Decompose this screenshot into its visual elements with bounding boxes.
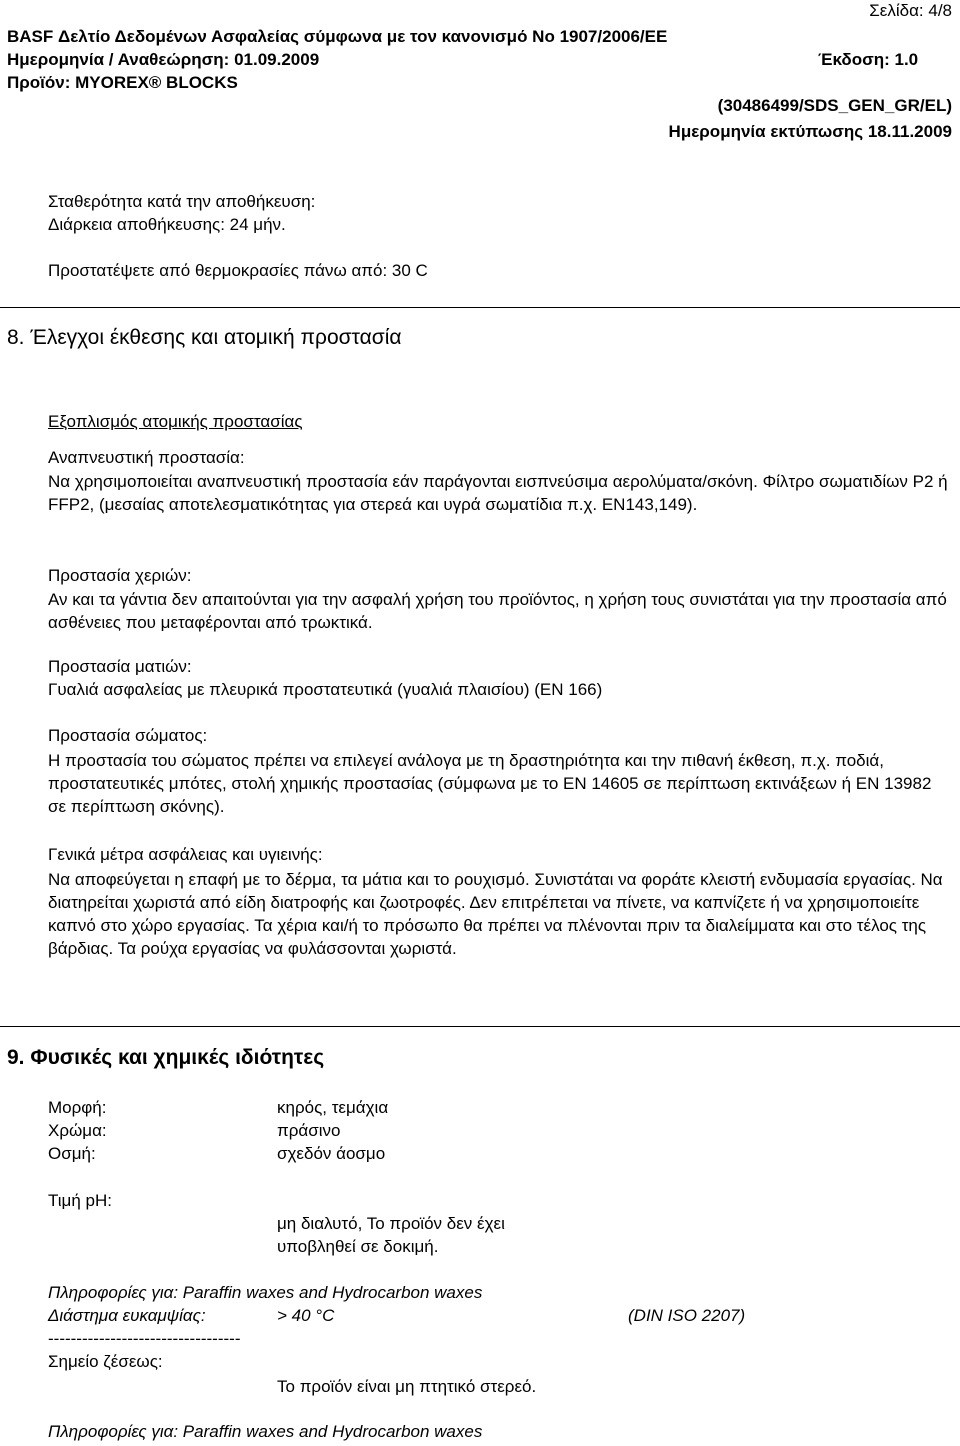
revision-date: Ημερομηνία / Αναθεώρηση: 01.09.2009 [7,50,320,69]
ph-value-line1: μη διαλυτό, Το προϊόν δεν έχει [277,1214,505,1233]
storage-temperature: Προστατέψετε από θερμοκρασίες πάνω από: 30 C [48,261,428,280]
ph-label: Τιμή pH: [48,1191,112,1210]
version: Έκδοση: 1.0 [818,50,919,69]
eye-text: Γυαλιά ασφαλείας με πλευρικά προστατευτικά (γυαλιά πλαισίου) (EN 166) [48,680,603,699]
info-line-1: Πληροφορίες για: Paraffin waxes and Hydrocarbon waxes [48,1283,483,1302]
page-number: Σελίδα: 4/8 [869,1,952,20]
hand-text: Αν και τα γάντια δεν απαιτούνται για την ασφαλή χρήση του προϊόντος, η χρήση τους συνιστάται για την προστασία από ασθένειες που μεταφέρονται από τρωκτικά. [48,590,947,632]
boiling-value: Το προϊόν είναι μη πτητικό στερεό. [277,1377,537,1396]
respiratory-text: Να χρησιμοποιείται αναπνευστική προστασία εάν παράγονται εισπνεύσιμα αερολύματα/σκόνη. Φίλτρο σωματιδίων P2 ή FFP2, (μεσαίας αποτελεσματικότητας για στερεά και υγρά σωματίδια π.χ. EN143,149). [48,472,948,514]
form-value: κηρός, τεμάχια [277,1098,389,1117]
storage-stability-label: Σταθερότητα κατά την αποθήκευση: [48,192,316,211]
color-value: πράσινο [277,1121,341,1140]
section-9-title: 9. Φυσικές και χημικές ιδιότητες [7,1046,325,1069]
header-title: BASF Δελτίο Δεδομένων Ασφαλείας σύμφωνα με τον κανονισμό No 1907/2006/ΕΕ [7,27,668,46]
section-divider [0,1026,960,1027]
hygiene-text: Να αποφεύγεται η επαφή με το δέρμα, τα μάτια και το ρουχισμό. Συνιστάται να φοράτε κλειστή ενδυμασία εργασίας. Να διατηρείται χωριστά από είδη διατροφής και ζωοτροφές. Δεν επιτρέπεται να πίνετε, να καπνίζετε ή να χρησιμοποιείτε καπνό στο χώρο εργασίας. Τα χέρια και/ή το πρόσωπο θα πρέπει να πλένονται πριν τα διαλείμματα και στο τέλος της βάρδιας. Τα ρούχα εργασίας να φυλάσσονται χωριστά. [48,870,943,958]
form-label: Μορφή: [48,1098,107,1117]
softening-value: > 40 °C [277,1306,335,1325]
softening-label: Διάστημα ευκαμψίας: [48,1306,206,1325]
ph-value-line2: υποβληθεί σε δοκιμή. [277,1237,439,1256]
ppe-heading: Εξοπλισμός ατομικής προστασίας [48,412,303,431]
print-date: Ημερομηνία εκτύπωσης 18.11.2009 [668,122,952,141]
odor-label: Οσμή: [48,1144,96,1163]
boiling-label: Σημείο ζέσεως: [48,1352,163,1371]
document-code: (30486499/SDS_GEN_GR/EL) [717,96,952,115]
section-divider [0,307,960,308]
body-text: Η προστασία του σώματος πρέπει να επιλεγεί ανάλογα με τη δραστηριότητα και την πιθανή έκθεση, π.χ. ποδιά, προστατευτικές μπότες, στολή χημικής προστασίας (σύμφωνα με το EN 14605 σε περίπτωση εκτινάξεων ή EN 13982 σε περίπτωση σκόνης). [48,751,932,816]
softening-method: (DIN ISO 2207) [628,1306,746,1325]
product-line [7,73,238,93]
product-label: Προϊόν: [7,73,76,92]
storage-duration: Διάρκεια αποθήκευσης: 24 μήν. [48,215,286,234]
info-line-2: Πληροφορίες για: Paraffin waxes and Hydrocarbon waxes [48,1422,483,1441]
hand-label: Προστασία χεριών: [48,566,192,585]
body-label: Προστασία σώματος: [48,726,208,745]
product-name: MYOREX® BLOCKS [75,73,238,92]
odor-value: σχεδόν άοσμο [277,1144,386,1163]
section-8-title: 8. Έλεγχοι έκθεσης και ατομική προστασία [7,326,402,349]
eye-label: Προστασία ματιών: [48,657,192,676]
respiratory-label: Αναπνευστική προστασία: [48,448,245,467]
separator-dashes: ---------------------------------- [48,1329,241,1348]
color-label: Χρώμα: [48,1121,107,1140]
hygiene-label: Γενικά μέτρα ασφάλειας και υγιεινής: [48,845,323,864]
